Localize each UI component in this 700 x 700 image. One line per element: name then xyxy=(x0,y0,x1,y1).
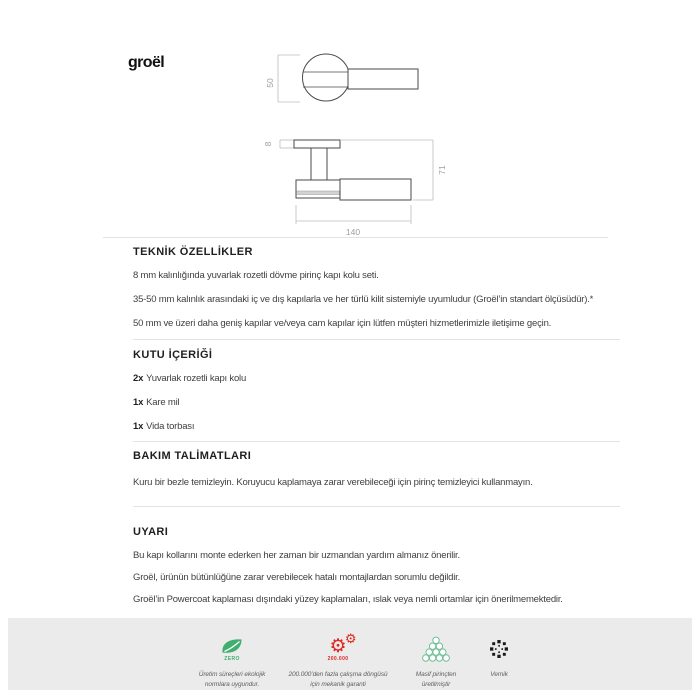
gears-icon: ⚙ ⚙ xyxy=(329,630,357,657)
certifications-footer xyxy=(8,618,692,690)
box-item xyxy=(133,373,246,384)
handle-front-view xyxy=(303,54,419,101)
handle-neck-side xyxy=(296,180,340,198)
leaf-icon xyxy=(220,637,244,656)
box-item xyxy=(133,421,194,432)
warranty-badge xyxy=(278,632,398,690)
varnish-caption: Vernik xyxy=(490,671,508,678)
handle-stem-side xyxy=(311,148,327,181)
section-heading-technical: TEKNİK ÖZELLİKLER xyxy=(133,246,253,258)
rosette-plate-side xyxy=(294,140,340,148)
item-quantity: 2x xyxy=(133,373,144,384)
brass-caption: Masif pirinçten üretilmiştir xyxy=(415,671,457,688)
divider xyxy=(103,237,608,238)
brass-rods-icon xyxy=(421,635,451,664)
item-quantity: 1x xyxy=(133,421,144,432)
handle-side-view xyxy=(294,140,411,200)
varnish-badge xyxy=(464,632,534,680)
item-label: Yuvarlak rozetli kapı kolu xyxy=(146,373,247,384)
dimension-label-50: 50 xyxy=(265,78,275,88)
care-line: Kuru bir bezle temizleyin. Koruyucu kaplamaya zarar verebileceği için pirinç temizleyici kullanmayın. xyxy=(133,477,533,488)
dimension-8 xyxy=(263,140,294,148)
dimension-label-140: 140 xyxy=(345,227,361,237)
rosette-circle xyxy=(303,54,350,101)
brand-logo: groël xyxy=(128,54,165,71)
dimension-140 xyxy=(296,205,411,237)
item-label: Vida torbası xyxy=(146,421,195,432)
section-heading-care: BAKIM TALİMATLARI xyxy=(133,450,252,462)
section-heading-box-contents: KUTU İÇERİĞİ xyxy=(133,349,213,361)
handle-grip-side xyxy=(340,179,411,200)
warning-line: Groël’in Powercoat kaplaması dışındaki yüzey kaplamaları, ıslak veya nemli ortamlar için önerilmemektedir. xyxy=(133,594,563,605)
dimension-label-71: 71 xyxy=(437,165,447,175)
eco-badge-label: ZERO xyxy=(224,655,240,662)
technical-line: 35-50 mm kalınlık arasındaki iç ve dış kapılarla ve her türlü kilit sistemiyle uyumludur (Groël’in standart ölçüsüdür).* xyxy=(133,294,594,305)
handle-technical-drawing xyxy=(253,45,453,240)
warning-line: Bu kapı kollarını monte ederken her zaman bir uzmandan yardım almanız önerilir. xyxy=(133,550,460,561)
warning-line: Groël, ürünün bütünlüğüne zarar verebilecek hatalı montajlardan sorumlu değildir. xyxy=(133,572,461,583)
technical-line: 8 mm kalınlığında yuvarlak rozetli dövme pirinç kapı kolu seti. xyxy=(133,270,379,281)
eco-caption: Üretim süreçleri ekolojik normlara uygundur. xyxy=(198,671,266,688)
box-item xyxy=(133,397,179,408)
item-quantity: 1x xyxy=(133,397,144,408)
section-heading-warning: UYARI xyxy=(133,526,169,538)
warranty-caption: 200.000’den fazla çalışma döngüsü için mekanik garanti xyxy=(288,671,388,688)
dimension-label-8: 8 xyxy=(263,141,273,147)
technical-line: 50 mm ve üzeri daha geniş kapılar ve/veya cam kapılar için lütfen müşteri hizmetlerimizle iletişime geçin. xyxy=(133,318,552,329)
dimension-50 xyxy=(265,55,300,102)
item-label: Kare mil xyxy=(146,397,180,408)
divider xyxy=(133,339,620,340)
divider xyxy=(133,506,620,507)
eco-badge xyxy=(172,632,292,690)
neck-stripe xyxy=(297,191,340,195)
divider xyxy=(133,441,620,442)
warranty-badge-label: 200.000 xyxy=(327,655,349,662)
handle-grip-front xyxy=(348,69,418,89)
varnish-icon xyxy=(488,638,510,660)
